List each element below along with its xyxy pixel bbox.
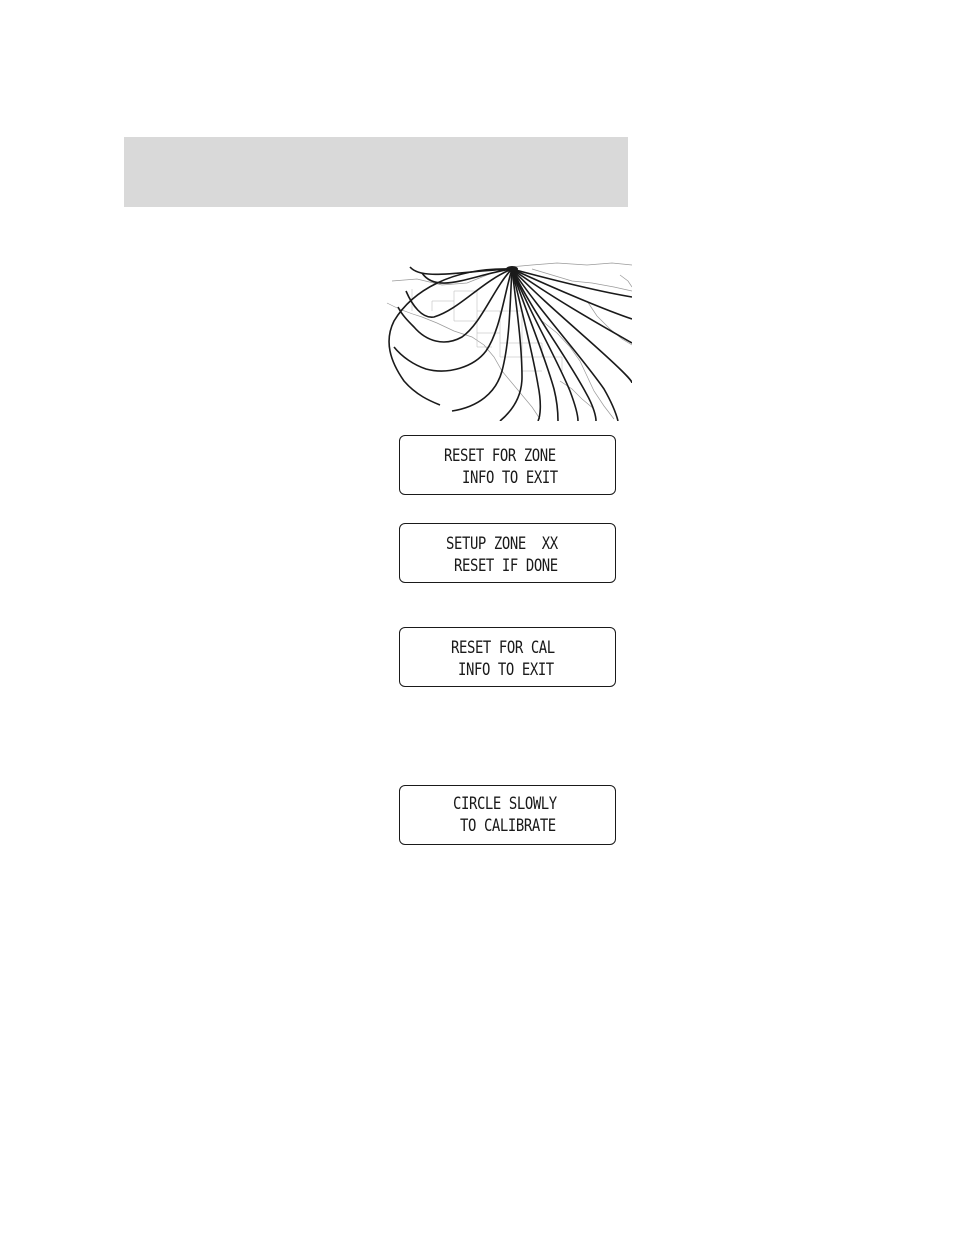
header-band <box>124 137 628 207</box>
message-display-circle-slowly <box>399 785 616 845</box>
display-line-2: INFO TO EXIT <box>462 468 558 488</box>
display-line-1: SETUP ZONE XX <box>446 534 558 554</box>
display-line-2: RESET IF DONE <box>454 556 558 576</box>
display-line-1: RESET FOR ZONE <box>444 446 556 466</box>
display-line-2: TO CALIBRATE <box>460 816 556 836</box>
display-line-1: RESET FOR CAL <box>451 638 555 658</box>
message-display-reset-for-zone <box>399 435 616 495</box>
message-display-setup-zone <box>399 523 616 583</box>
message-display-reset-for-cal <box>399 627 616 687</box>
display-line-1: CIRCLE SLOWLY <box>453 794 557 814</box>
display-line-2: INFO TO EXIT <box>458 660 554 680</box>
compass-zone-map <box>382 261 632 421</box>
